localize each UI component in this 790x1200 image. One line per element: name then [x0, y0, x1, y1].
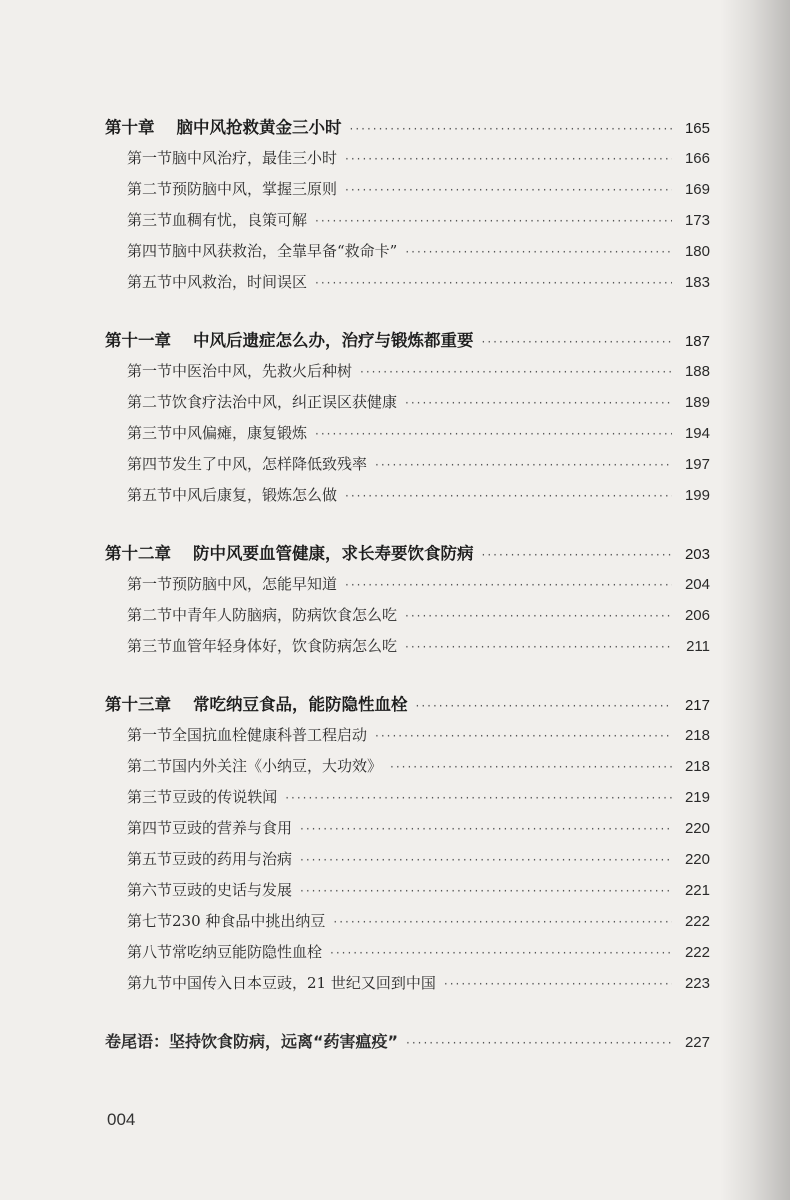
toc-section-entry[interactable] — [105, 720, 710, 751]
toc-section-entry[interactable] — [105, 174, 710, 205]
entry-label: 第五节 — [127, 486, 173, 504]
entry-title: 血稠有忧，良策可解 — [172, 211, 308, 229]
toc-section-entry[interactable] — [105, 600, 710, 631]
toc-section-entry[interactable] — [105, 751, 710, 782]
leader-dots — [285, 783, 672, 814]
entry-title: 中风偏瘫，康复锻炼 — [172, 424, 308, 442]
entry-label: 第十章 — [105, 118, 155, 137]
toc-section-entry[interactable] — [105, 205, 710, 236]
leader-dots — [482, 327, 673, 358]
entry-label: 第六节 — [127, 881, 173, 899]
leader-dots — [345, 570, 672, 601]
toc-section-entry[interactable] — [105, 782, 710, 813]
entry-page: 187 — [684, 333, 710, 350]
entry-label: 第二节 — [127, 606, 173, 624]
entry-page: 166 — [684, 150, 710, 167]
entry-title: 中风救治，时间误区 — [172, 273, 308, 291]
entry-title: 饮食疗法治中风，纠正误区获健康 — [172, 393, 398, 411]
entry-label: 第三节 — [127, 637, 173, 655]
entry-label: 第三节 — [127, 211, 173, 229]
toc-section-entry[interactable] — [105, 143, 710, 174]
entry-label: 第四节 — [127, 242, 173, 260]
toc-section-entry[interactable] — [105, 937, 710, 968]
leader-dots — [390, 752, 672, 783]
entry-page: 211 — [686, 638, 710, 655]
leader-dots — [416, 691, 673, 722]
leader-dots — [333, 907, 672, 938]
entry-page: 221 — [684, 882, 710, 899]
entry-title: 脑中风抢救黄金三小时 — [176, 118, 342, 137]
toc-section-entry[interactable] — [105, 387, 710, 418]
epilogue-title: 卷尾语：坚持饮食防病，远离“药害瘟疫” — [105, 1032, 399, 1051]
spine-shadow — [720, 0, 790, 1200]
toc-section-entry[interactable] — [105, 968, 710, 999]
entry-title: 豆豉的营养与食用 — [172, 819, 293, 837]
leader-dots — [350, 114, 673, 145]
entry-title: 全国抗血栓健康科普工程启动 — [172, 726, 368, 744]
entry-title: 230 种食品中挑出纳豆 — [172, 912, 326, 930]
entry-page: 204 — [684, 576, 710, 593]
toc-chapter-entry[interactable] — [105, 112, 710, 143]
entry-title: 中风后康复，锻炼怎么做 — [172, 486, 338, 504]
entry-page: 188 — [684, 363, 710, 380]
entry-title: 豆豉的传说轶闻 — [172, 788, 278, 806]
leader-dots — [444, 969, 672, 1000]
leader-dots — [405, 632, 672, 663]
toc-epilogue-entry[interactable] — [105, 1026, 710, 1057]
toc-section-entry[interactable] — [105, 569, 710, 600]
toc-chapter-entry[interactable] — [105, 689, 710, 720]
entry-title: 血管年轻身体好，饮食防病怎么吃 — [172, 637, 398, 655]
toc-chapter-entry[interactable] — [105, 538, 710, 569]
toc-section-entry[interactable] — [105, 875, 710, 906]
leader-dots — [405, 388, 672, 419]
leader-dots — [405, 601, 672, 632]
leader-dots — [360, 357, 672, 388]
entry-page: 189 — [684, 394, 710, 411]
epilogue-page: 227 — [684, 1034, 710, 1051]
entry-page: 222 — [684, 913, 710, 930]
leader-dots — [345, 481, 672, 512]
leader-dots — [345, 144, 672, 175]
table-of-contents — [105, 112, 710, 1057]
entry-page: 180 — [684, 243, 710, 260]
entry-label: 第十二章 — [105, 544, 171, 563]
entry-page: 197 — [684, 456, 710, 473]
toc-section-entry[interactable] — [105, 631, 710, 662]
entry-title: 豆豉的史话与发展 — [172, 881, 293, 899]
toc-section-entry[interactable] — [105, 418, 710, 449]
toc-section-entry[interactable] — [105, 267, 710, 298]
entry-label: 第一节 — [127, 149, 173, 167]
entry-label: 第二节 — [127, 180, 173, 198]
entry-page: 218 — [684, 758, 710, 775]
leader-dots — [300, 845, 672, 876]
entry-label: 第五节 — [127, 850, 173, 868]
toc-section-entry[interactable] — [105, 813, 710, 844]
leader-dots — [300, 876, 672, 907]
entry-page: 220 — [684, 851, 710, 868]
leader-dots — [375, 721, 672, 752]
entry-label: 第五节 — [127, 273, 173, 291]
leader-dots — [482, 540, 673, 571]
entry-label: 第一节 — [127, 575, 173, 593]
entry-page: 222 — [684, 944, 710, 961]
leader-dots — [330, 938, 672, 969]
entry-label: 第十三章 — [105, 695, 171, 714]
leader-dots — [345, 175, 672, 206]
entry-page: 223 — [684, 975, 710, 992]
entry-page: 206 — [684, 607, 710, 624]
entry-title: 常吃纳豆能防隐性血栓 — [172, 943, 323, 961]
entry-page: 218 — [684, 727, 710, 744]
entry-label: 第四节 — [127, 819, 173, 837]
entry-page: 169 — [684, 181, 710, 198]
entry-page: 183 — [684, 274, 710, 291]
entry-title: 发生了中风，怎样降低致残率 — [172, 455, 368, 473]
entry-page: 220 — [684, 820, 710, 837]
entry-page: 217 — [684, 697, 710, 714]
leader-dots — [315, 206, 672, 237]
entry-title: 豆豉的药用与治病 — [172, 850, 293, 868]
leader-dots — [405, 237, 672, 268]
entry-title: 中医治中风，先救火后种树 — [172, 362, 353, 380]
leader-dots — [375, 450, 672, 481]
leader-dots — [300, 814, 672, 845]
entry-label: 第一节 — [127, 362, 173, 380]
chapter-block — [105, 112, 710, 298]
chapter-block — [105, 325, 710, 511]
entry-page: 194 — [684, 425, 710, 442]
entry-title: 中风后遗症怎么办，治疗与锻炼都重要 — [193, 331, 474, 350]
entry-title: 国内外关注《小纳豆，大功效》 — [172, 757, 383, 775]
entry-label: 第二节 — [127, 393, 173, 411]
entry-label: 第二节 — [127, 757, 173, 775]
leader-dots — [315, 268, 672, 299]
toc-section-entry[interactable] — [105, 480, 710, 511]
entry-page: 165 — [684, 120, 710, 137]
chapter-list — [105, 112, 710, 999]
toc-chapter-entry[interactable] — [105, 325, 710, 356]
entry-label: 第一节 — [127, 726, 173, 744]
entry-label: 第三节 — [127, 424, 173, 442]
entry-title: 防中风要血管健康，求长寿要饮食防病 — [193, 544, 474, 563]
entry-title: 中青年人防脑病，防病饮食怎么吃 — [172, 606, 398, 624]
entry-title: 预防脑中风，掌握三原则 — [172, 180, 338, 198]
entry-label: 第十一章 — [105, 331, 171, 350]
entry-label: 第四节 — [127, 455, 173, 473]
entry-label: 第三节 — [127, 788, 173, 806]
entry-label: 第八节 — [127, 943, 173, 961]
toc-section-entry[interactable] — [105, 236, 710, 267]
chapter-block — [105, 689, 710, 999]
toc-section-entry[interactable] — [105, 844, 710, 875]
entry-page: 199 — [684, 487, 710, 504]
entry-title: 预防脑中风，怎能早知道 — [172, 575, 338, 593]
leader-dots — [315, 419, 672, 450]
toc-section-entry[interactable] — [105, 906, 710, 937]
leader-dots — [406, 1028, 672, 1059]
chapter-block — [105, 538, 710, 662]
entry-title: 常吃纳豆食品，能防隐性血栓 — [193, 695, 408, 714]
page-number: 004 — [107, 1110, 136, 1129]
entry-label: 第七节 — [127, 912, 173, 930]
entry-page: 203 — [684, 546, 710, 563]
entry-title: 脑中风获救治，全靠早备“救命卡” — [172, 242, 398, 260]
entry-title: 脑中风治疗，最佳三小时 — [172, 149, 338, 167]
entry-page: 219 — [684, 789, 710, 806]
entry-title: 中国传入日本豆豉，21 世纪又回到中国 — [172, 974, 436, 992]
toc-section-entry[interactable] — [105, 449, 710, 480]
toc-section-entry[interactable] — [105, 356, 710, 387]
entry-label: 第九节 — [127, 974, 173, 992]
entry-page: 173 — [684, 212, 710, 229]
